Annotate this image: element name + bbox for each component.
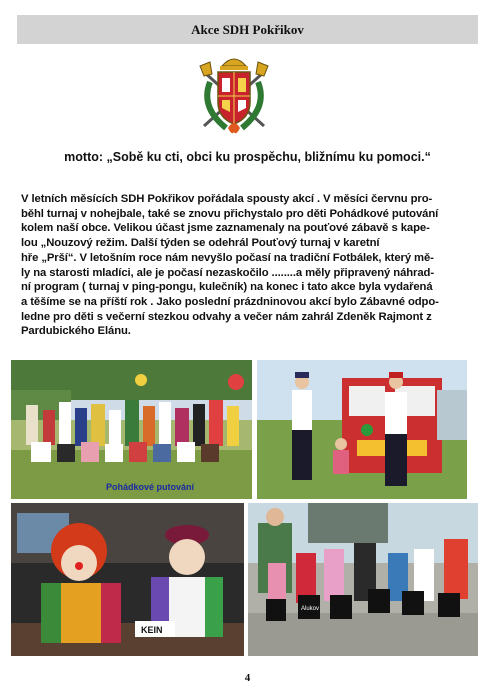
article-line: Pardubického Elánu. xyxy=(21,325,131,338)
photo-caption: Pohádkové putování xyxy=(106,482,195,492)
article-line: V letních měsících SDH Pokřikov pořádala spousty akcí . V měsíci červnu pro- xyxy=(21,193,433,205)
article-line: ní program ( turnaj v ping-pongu, kulečník) na konec i tato akce byla vydařená xyxy=(21,281,433,294)
article-line: lou „Nouzový režim. Další týden se odehrál Pouťový turnaj v karetní xyxy=(21,237,380,250)
article-line: hře „Prší“. V letošním roce nám nevyšlo počasí na tradiční Fotbálek, který mě- xyxy=(21,251,434,264)
page-number: 4 xyxy=(244,672,251,684)
photo-kids-bags xyxy=(248,503,478,656)
article-line: a těšíme se na příští rok . Jako poslední prázdninovou akcí bylo Zábavné odpo- xyxy=(21,295,439,308)
photo-fairy-tale-walk xyxy=(11,360,252,499)
photo-firemen-train xyxy=(257,360,467,499)
article-line: ly na starosti mladíci, ale je počasí nezaskočilo ........a měly připravený náhrad- xyxy=(21,266,434,279)
motto: motto: „Sobě ku cti, obci ku prospěchu, bližnímu ku pomoci.“ xyxy=(64,150,431,164)
bag-text: Alukov xyxy=(301,606,320,612)
page-title xyxy=(17,15,478,44)
title-text: Akce SDH Pokřikov xyxy=(191,21,304,37)
article-line: kolem naší obce. Velikou účast jsme zaznamenaly na pouťové zábavě s kape- xyxy=(21,222,430,235)
fire-brigade-emblem-icon xyxy=(196,52,272,136)
article-line: běhl turnaj v nohejbale, také se znovu přichystalo pro děti Pohádkové putování xyxy=(21,207,439,220)
clown-sign-text: KEIN xyxy=(141,625,163,635)
photo-clowns xyxy=(11,503,244,656)
article-line: ledne pro děti s večerní stezkou odvahy a večer nám zahrál Zdeněk Rajmont z xyxy=(21,310,432,323)
article-body xyxy=(21,192,476,339)
